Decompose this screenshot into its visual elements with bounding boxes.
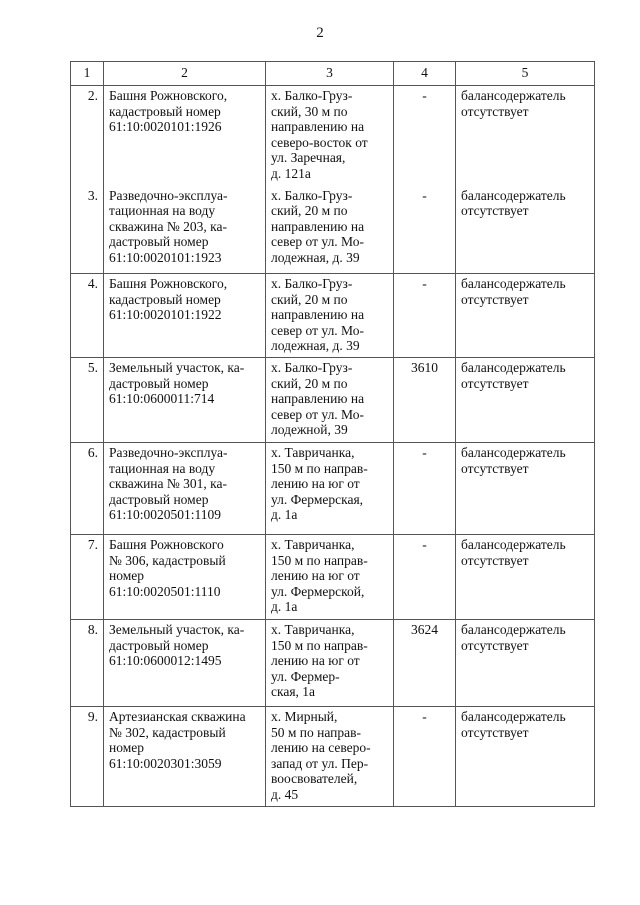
area-cell: - [394,707,456,807]
object-name-cell-line: 61:10:0020501:1109 [109,507,222,523]
area-cell: - [394,535,456,620]
holder-cell [456,86,595,186]
address-cell-line: направлению на [271,391,365,407]
object-name-cell-line: Башня Рожновского, [109,88,228,103]
object-name-cell-line: 61:10:0020501:1110 [109,583,221,599]
row-number: 8. [71,620,104,707]
page-number: 2 [316,25,324,41]
address-cell [266,186,394,274]
address-cell-line: ул. Фермерской, [271,583,365,599]
header-col-5: 5 [456,62,595,86]
object-name-cell-line: 61:10:0020101:1922 [109,307,222,323]
address-cell-line: 50 м по направ- [271,724,362,740]
address-cell [266,358,394,443]
address-cell-line: ская, 1а [271,684,316,700]
object-name-cell [104,535,266,620]
area-cell: - [394,86,456,186]
address-cell-line: х. Балко-Груз- [271,187,353,203]
object-name-cell-line: 61:10:0020301:3059 [109,755,222,771]
object-name-cell-line: 61:10:0020101:1926 [109,119,222,135]
holder-cell-line: балансодержатель [461,622,566,637]
table-row [71,86,595,186]
table-row [71,443,595,535]
address-cell-line: северо-восток от [271,134,368,150]
address-cell-line: х. Тавричанка, [271,537,355,552]
address-cell-line: лению на юг от [271,653,360,669]
address-cell-line: север от ул. Мо- [271,322,364,338]
table-row [71,535,595,620]
address-cell-line: ский, 20 м по [271,291,348,307]
address-cell-line: лодежная, д. 39 [271,249,360,265]
object-name-cell-line: 61:10:0020101:1923 [109,249,222,265]
object-name-cell [104,707,266,807]
table-row [71,358,595,443]
object-name-cell-line: 61:10:0600012:1495 [109,653,222,669]
address-cell-line: 150 м по направ- [271,637,368,653]
address-cell-line: север от ул. Мо- [271,406,364,422]
address-cell-line: север от ул. Мо- [271,234,364,250]
address-cell-line: ский, 20 м по [271,375,348,391]
object-name-cell-line: скважина № 301, ка- [109,476,227,492]
address-cell [266,443,394,535]
address-cell-line: д. 1а [271,599,298,615]
object-name-cell-line: № 306, кадастровый [109,552,226,568]
holder-cell-line: балансодержатель [461,187,566,203]
object-name-cell [104,86,266,186]
holder-cell-line: отсутствует [461,637,529,653]
row-number: 2. [71,86,104,186]
row-number: 3. [71,186,104,274]
header-col-3: 3 [266,62,394,86]
object-name-cell [104,358,266,443]
object-name-cell-line: кадастровый номер [109,103,221,119]
table-row [71,186,595,274]
holder-cell-line: отсутствует [461,291,529,307]
address-cell-line: ул. Заречная, [271,150,346,166]
address-cell-line: лодежной, 39 [271,422,348,438]
object-name-cell-line: Башня Рожновского, [109,276,228,291]
object-name-cell-line: дастровый номер [109,234,209,250]
address-cell [266,86,394,186]
holder-cell-line: балансодержатель [461,445,566,460]
row-number: 7. [71,535,104,620]
address-cell [266,535,394,620]
holder-cell [456,620,595,707]
header-col-1: 1 [71,62,104,86]
address-cell-line: лению на юг от [271,568,360,584]
holder-cell-line: балансодержатель [461,88,566,103]
object-name-cell-line: тационная на воду [109,203,216,219]
holder-cell-line: отсутствует [461,203,529,219]
address-cell-line: лению на северо- [271,740,371,756]
address-cell-line: 150 м по направ- [271,460,368,476]
object-name-cell-line: дастровый номер [109,637,209,653]
address-cell-line: х. Тавричанка, [271,622,355,637]
holder-cell [456,443,595,535]
holder-cell-line: отсутствует [461,552,529,568]
table-header-row [71,62,595,86]
row-number: 6. [71,443,104,535]
object-name-cell-line: тационная на воду [109,460,216,476]
object-name-cell-line: Земельный участок, ка- [109,360,245,375]
address-cell-line: направлению на [271,119,365,135]
address-cell-line: лению на юг от [271,476,360,492]
area-cell: 3624 [394,620,456,707]
address-cell [266,274,394,358]
address-cell-line: воосвователей, [271,771,358,787]
address-cell-line: 150 м по направ- [271,552,368,568]
table-body [71,86,595,807]
object-name-cell-line: Земельный участок, ка- [109,622,245,637]
object-name-cell-line: номер [109,568,145,584]
holder-cell [456,274,595,358]
holder-cell-line: балансодержатель [461,709,566,724]
header-col-2: 2 [104,62,266,86]
address-cell-line: д. 45 [271,786,299,802]
table-row [71,707,595,807]
row-number: 4. [71,274,104,358]
header-col-4: 4 [394,62,456,86]
holder-cell-line: отсутствует [461,103,529,119]
area-cell: - [394,443,456,535]
object-name-cell [104,620,266,707]
area-cell: 3610 [394,358,456,443]
address-cell-line: направлению на [271,307,365,323]
object-name-cell-line: 61:10:0600011:714 [109,391,215,407]
address-cell-line: ский, 20 м по [271,203,348,219]
holder-cell [456,535,595,620]
address-cell [266,707,394,807]
objects-table [70,61,595,807]
object-name-cell-line: № 302, кадастровый [109,724,226,740]
table-row [71,620,595,707]
table-row [71,274,595,358]
holder-cell-line: отсутствует [461,375,529,391]
holder-cell [456,186,595,274]
object-name-cell [104,186,266,274]
address-cell-line: лодежная, д. 39 [271,338,360,354]
object-name-cell-line: дастровый номер [109,491,209,507]
address-cell-line: запад от ул. Пер- [271,755,369,771]
row-number: 5. [71,358,104,443]
holder-cell-line: балансодержатель [461,537,566,552]
object-name-cell [104,274,266,358]
address-cell-line: х. Балко-Груз- [271,276,353,291]
address-cell-line: ул. Фермер- [271,668,340,684]
address-cell-line: х. Мирный, [271,709,338,724]
address-cell-line: х. Тавричанка, [271,445,355,460]
object-name-cell-line: кадастровый номер [109,291,221,307]
row-number: 9. [71,707,104,807]
holder-cell-line: отсутствует [461,460,529,476]
object-name-cell-line: скважина № 203, ка- [109,218,227,234]
holder-cell-line: балансодержатель [461,276,566,291]
object-name-cell-line: Разведочно-эксплуа- [109,445,228,460]
address-cell-line: х. Балко-Груз- [271,360,353,375]
object-name-cell-line: Артезианская скважина [109,709,246,724]
holder-cell-line: отсутствует [461,724,529,740]
address-cell-line: ул. Фермерская, [271,491,364,507]
object-name-cell [104,443,266,535]
address-cell-line: д. 1а [271,507,298,523]
object-name-cell-line: Разведочно-эксплуа- [109,187,228,203]
holder-cell [456,358,595,443]
holder-cell-line: балансодержатель [461,360,566,375]
area-cell: - [394,186,456,274]
address-cell [266,620,394,707]
object-name-cell-line: номер [109,740,145,756]
address-cell-line: ский, 30 м по [271,103,348,119]
object-name-cell-line: дастровый номер [109,375,209,391]
address-cell-line: направлению на [271,218,365,234]
area-cell: - [394,274,456,358]
address-cell-line: х. Балко-Груз- [271,88,353,103]
object-name-cell-line: Башня Рожновского [109,537,224,552]
address-cell-line: д. 121а [271,165,311,181]
holder-cell [456,707,595,807]
